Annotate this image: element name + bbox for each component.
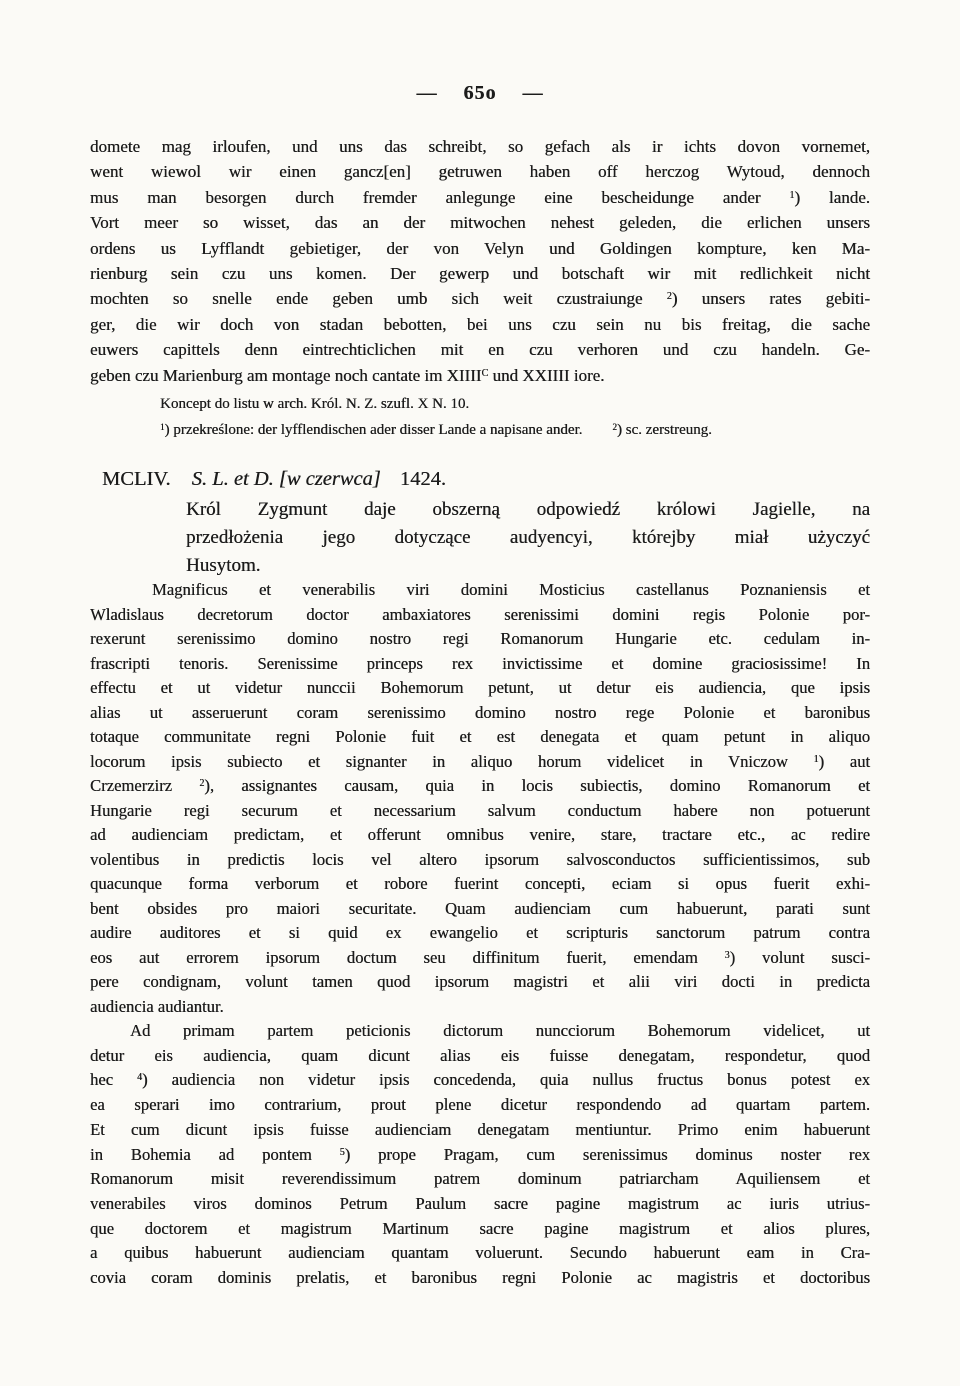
entry-year: 1424. xyxy=(399,468,446,490)
letter-latin-paragraph-2: Ad primam partem peticionis dictorum nuncciorum Bohemorum videlicet, ut detur eis audiencia, quam dicunt alias eis fuisse denegatam, respondetur, quod hec $^4$) audiencia non videtur ipsis concedenda, quia nullus fructus bonus potest ex ea sperari imo contrarium, prout plene dicetur respondendo ad quartam partem. Et cum dicunt ipsis fuisse audienciam denegatam mentiuntur. Primo enim habuerunt in Bohemia ad pontem $^5$) prope Pragam, cum serenissimus dominus noster rex Romanorum misit reverendissimum patrem dominum patriarcham Aquiliensem et venerabiles viros dominos Petrum Paulum sacre pagine magistrum ac iuris utrius- que doctorem et magistrum Martinum sacre pagine magistrum et alios plures, a quibus habuerunt audienciam quantam voluerunt. Secundo habuerunt eam in Cra- covia coram dominis prelatis, et baronibus regni Polonie ac magistris et doctoribus xyxy=(90,1021,870,1288)
letter-german-paragraph: domete mag irloufen, und uns das schreibt, so gefach als ir ichts dovon vornemet, went wiewol wir einen gancz[en] getruwen haben off herczog Wytoud, dennoch mus man besorgen durch fremder anlegunge eine bescheidunge ander $^1$) lande. Vort meer so wisset, das an der mitwochen nehest geleden, die erlichen unsers ordens us Lyfflandt gebietiger, der von Velyn und Goldingen kompture, ken Ma- rienburg sein czu uns komen. Der gewerp und botschaft wir mit redlichkeit nicht mochten so snelle ende geben umb sich weit czustraiunge $^2$) unsers rates gebiti- ger, die wir doch von stadan bebotten, bei uns czu sein nu bis freitag, die sache euwers capittels denn eintrechticlichen mit en czu verhoren und czu handeln. Ge- geben czu Marienburg am montage noch cantate im $XIIII^C$ und XXIIII iore. xyxy=(90,137,870,385)
entry-heading xyxy=(102,468,870,491)
header-dash-right: — xyxy=(522,82,544,104)
letter-latin-paragraph-1: Magnificus et venerabilis viri domini Mosticius castellanus Poznaniensis et Wladislaus decretorum doctor ambaxiatores serenissimi domini regis Polonie por- rexerunt serenissimo domino nostro regi Romanorum Hungarie etc. cedulam in- frascripti tenoris. Serenissime princeps rex invictissime et domine graciosissime! In effectu et ut videtur nunccii Bohemorum petunt, ut detur eis audiencia, que ipsis alias ut asseruerunt coram serenissimo domino nostro rege Polonie et baronibus totaque communitate regni Polonie fuit et est denegata et quam petunt in aliquo locorum ipsis subiecto et signanter in aliquo horum videlicet in Vniczow $^1$) aut Crzemerzirz $^2$), assignantes causam, quia in locis subiectis, domino Romanorum et Hungarie regi securum et necessarium salvum conductum habere non potuerunt ad audienciam predictam, et offerunt omnibus venire, stare, tractare etc., ac redire volentibus in predictis locis vel altero ipsorum salvosconductos sufficientissimos, sub quacunque forma verborum et robore fuerint concepti, eciam si opus fuerit exhi- bent obsides pro maiori securitate. Quam audienciam cum habuerunt, parati sunt audire auditores et si quid ex ewangelio et scripturis sanctorum patrum contra eos aut errorem ipsorum doctum seu diffinitum fuerit, emendam $^3$) volunt susci- pere condignam, volunt tamen quod ipsorum magistri et alii viri docti in predicta audiencia audiantur. xyxy=(90,580,871,1016)
footnote-block: Koncept do listu w arch. Król. N. Z. szufl. X N. 10. $^1$) przekreślone: der lyfflendischen ader disser Lande a napisane ander. $^2$) sc. zerstreung. xyxy=(160,396,712,438)
entry-dateline: S. L. et D. [w czerwca] xyxy=(191,468,381,490)
header-dash-left: — xyxy=(416,82,438,104)
page-number: 65o xyxy=(463,82,497,104)
entry-number: MCLIV. xyxy=(102,468,171,490)
page-header xyxy=(0,82,960,105)
entry-summary: Król Zygmunt daje obszerną odpowiedź królowi Jagielle, na przedłożenia jego dotyczące audyencyi, którejby miał użyczyć Husytom. xyxy=(186,499,870,577)
